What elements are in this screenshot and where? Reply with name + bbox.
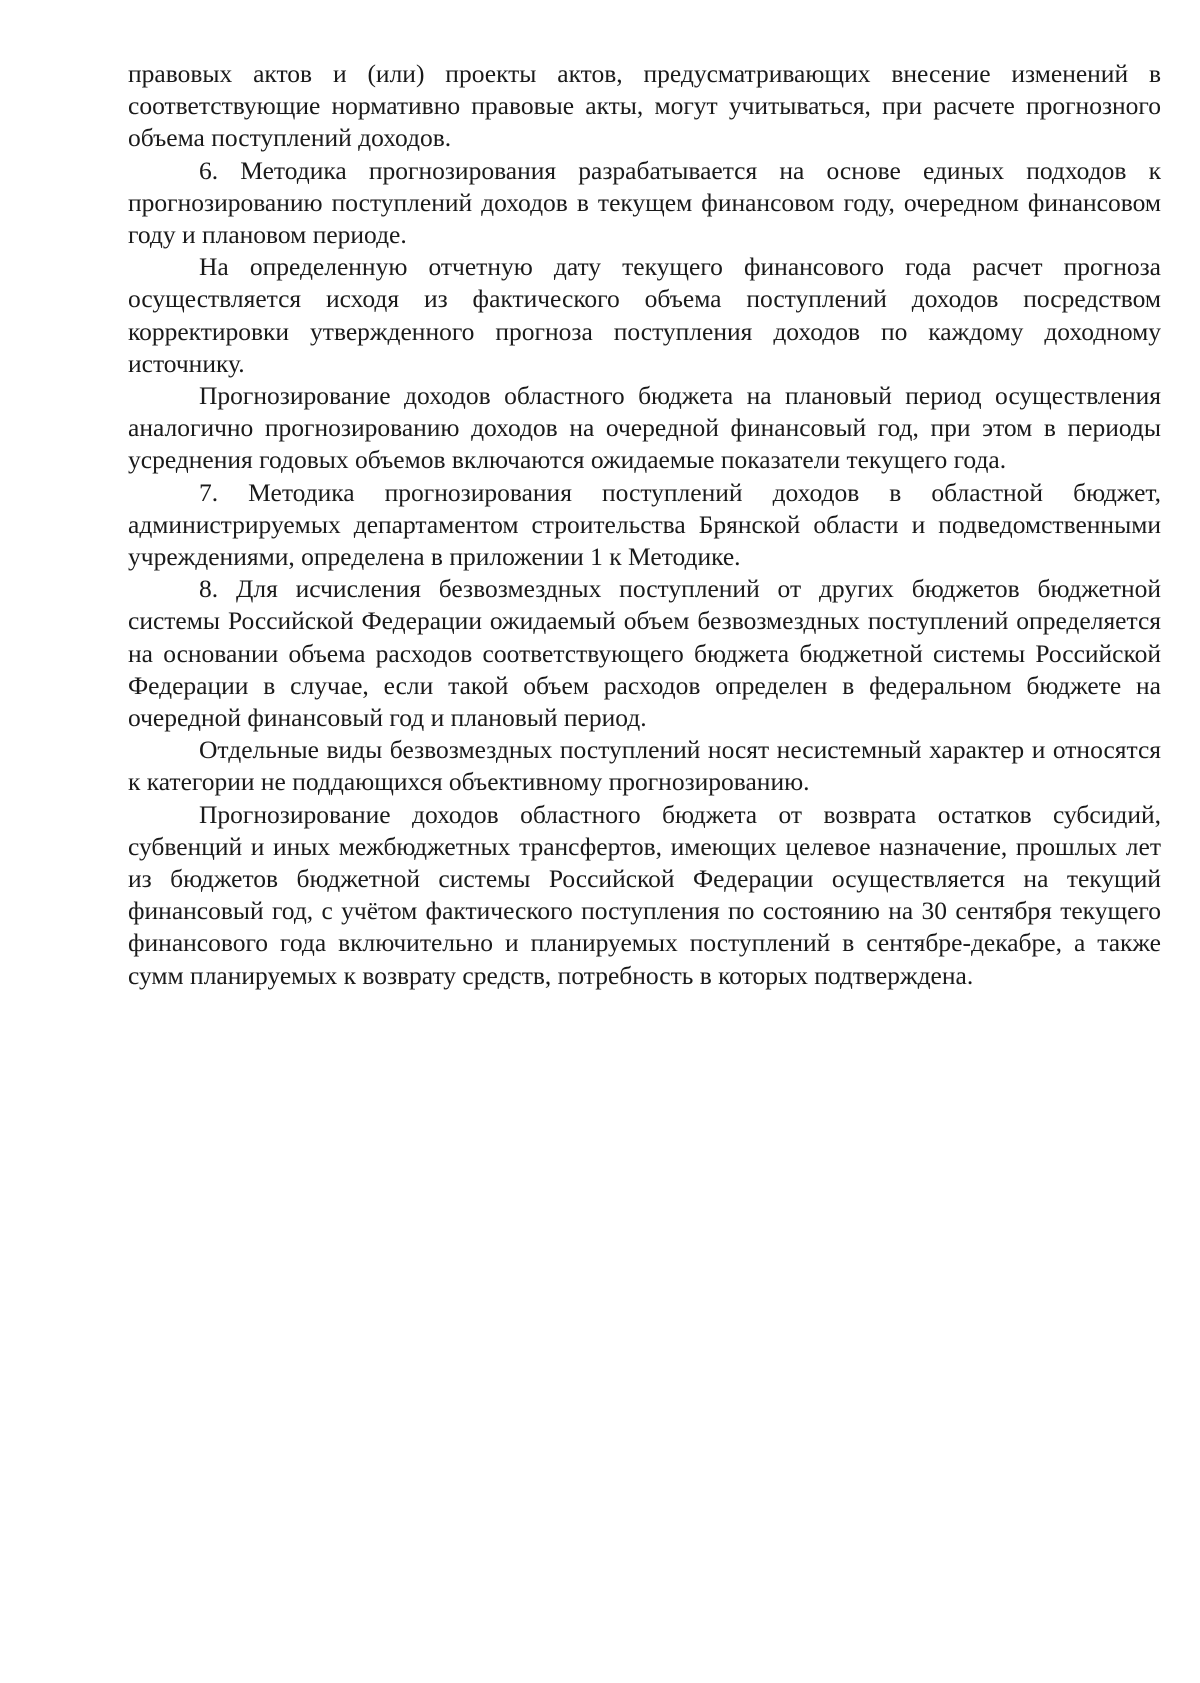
paragraph-item-6: 6. Методика прогнозирования разрабатывается на основе единых подходов к прогнозированию поступлений доходов в текущем финансовом году, очередном финансовом году и плановом периоде.	[128, 155, 1161, 250]
document-body	[128, 58, 1161, 992]
paragraph-continuation: правовых актов и (или) проекты актов, предусматривающих внесение изменений в соответствующие нормативно правовые акты, могут учитываться, при расчете прогнозного объема поступлений доходов.	[128, 59, 1161, 153]
paragraph-forecast-reporting-date: На определенную отчетную дату текущего финансового года расчет прогноза осуществляется исходя из фактического объема поступлений доходов посредством корректировки утвержденного прогноза поступления доходов по каждому доходному источнику.	[128, 252, 1161, 378]
paragraph-non-systemic-receipts: Отдельные виды безвозмездных поступлений носят несистемный характер и относятся к категории не поддающихся объективному прогнозированию.	[128, 735, 1161, 797]
paragraph-subsidy-returns: Прогнозирование доходов областного бюджета от возврата остатков субсидий, субвенций и иных межбюджетных трансфертов, имеющих целевое назначение, прошлых лет из бюджетов бюджетной системы Российской Федерации осуществляется на текущий финансовый год, с учётом фактического поступления по состоянию на 30 сентября текущего финансового года включительно и планируемых поступлений в сентябре-декабре, а также сумм планируемых к возврату средств, потребность в которых подтверждена.	[128, 799, 1161, 990]
paragraph-planning-period: Прогнозирование доходов областного бюджета на плановый период осуществления аналогично прогнозированию доходов на очередной финансовый год, при этом в периоды усреднения годовых объемов включаются ожидаемые показатели текущего года.	[128, 381, 1161, 475]
paragraph-item-8: 8. Для исчисления безвозмездных поступлений от других бюджетов бюджетной системы Российской Федерации ожидаемый объем безвозмездных поступлений определяется на основании объема расходов соответствующего бюджета бюджетной системы Российской Федерации в случае, если такой объем расходов определен в федеральном бюджете на очередной финансовый год и плановый период.	[128, 574, 1161, 733]
paragraph-item-7: 7. Методика прогнозирования поступлений доходов в областной бюджет, администрируемых департаментом строительства Брянской области и подведомственными учреждениями, определена в приложении 1 к Методике.	[128, 477, 1161, 572]
